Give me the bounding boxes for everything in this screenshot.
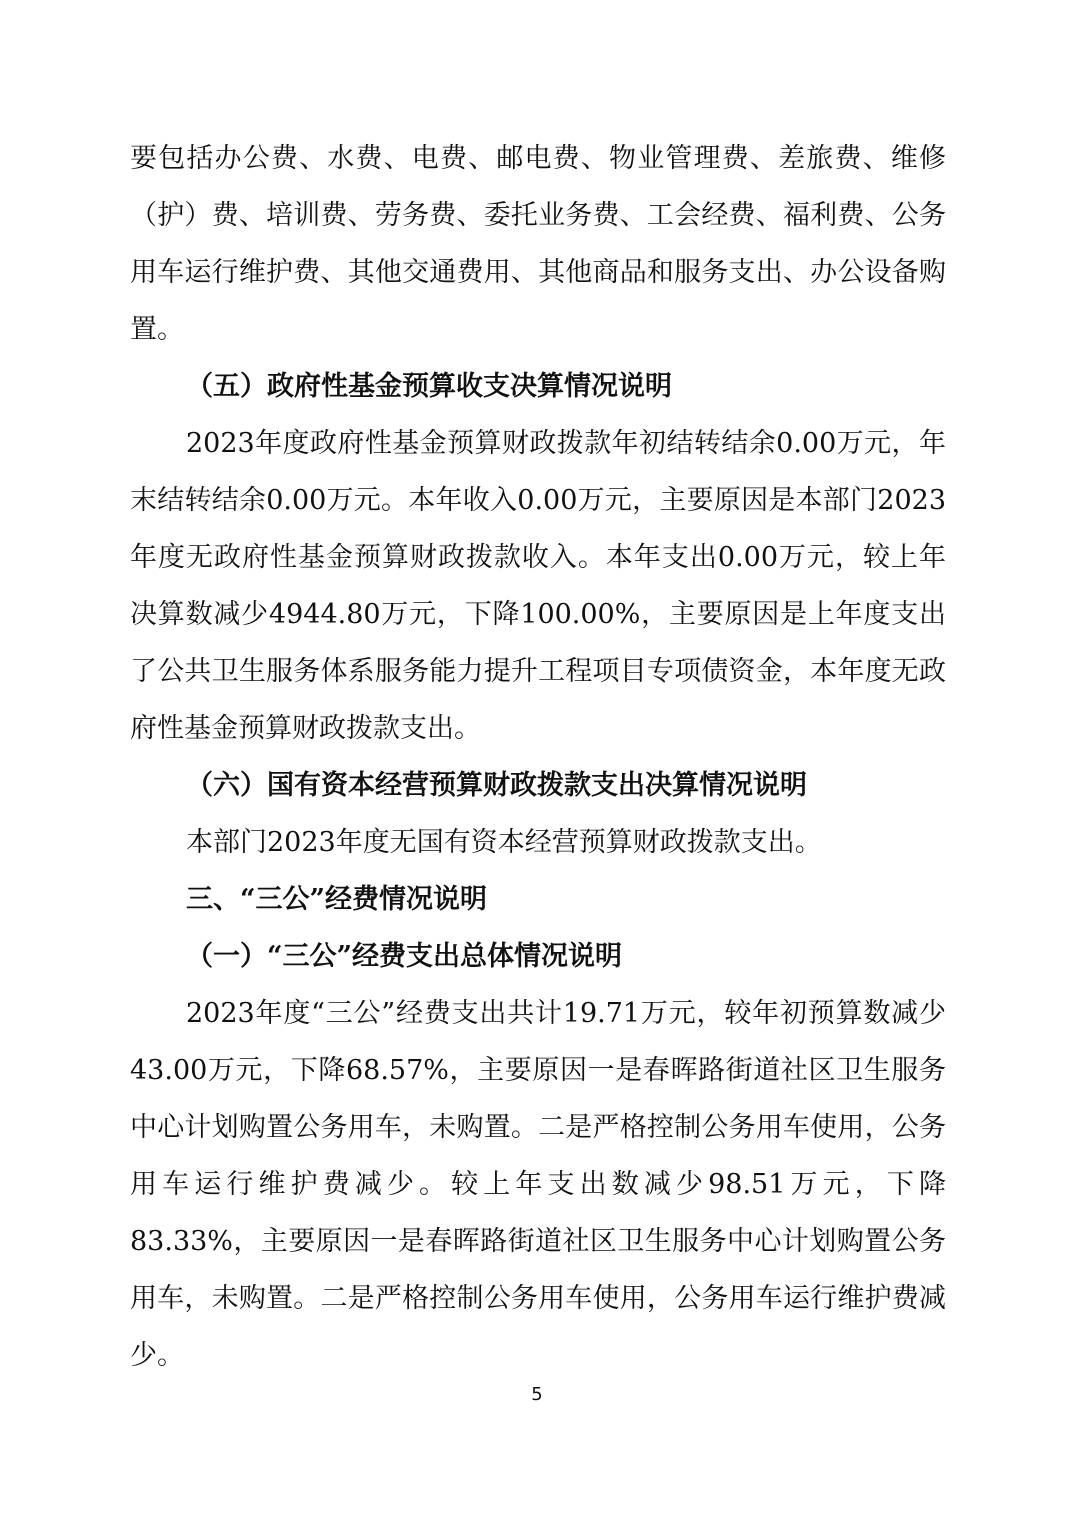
body-paragraph: 2023年度“三公”经费支出共计19.71万元，较年初预算数减少43.00万元，下降68.57%，主要原因一是春晖路街道社区卫生服务中心计划购置公务用车，未购置。二是严格控制公务用车使用，公务用车运行维护费减少。较上年支出数减少98.51万元，下降83.33%，主要原因一是春晖路街道社区卫生服务中心计划购置公务用车，未购置。二是严格控制公务用车使用，公务用车运行维护费减少。 (130, 998, 946, 1371)
section-heading-5: （五）政府性基金预算收支决算情况说明 (186, 371, 672, 402)
body-paragraph-continued: 要包括办公费、水费、电费、邮电费、物业管理费、差旅费、维修（护）费、培训费、劳务费、委托业务费、工会经费、福利费、公务用车运行维护费、其他交通费用、其他商品和服务支出、办公设备购置。 (130, 143, 946, 345)
section-heading-6: （六）国有资本经营预算财政拨款支出决算情况说明 (186, 770, 807, 801)
body-paragraph: 2023年度政府性基金预算财政拨款年初结转结余0.00万元，年末结转结余0.00万元。本年收入0.00万元，主要原因是本部门2023年度无政府性基金预算财政拨款收入。本年支出0.00万元，较上年决算数减少4944.80万元，下降100.00%，主要原因是上年度支出了公共卫生服务体系服务能力提升工程项目专项债资金，本年度无政府性基金预算财政拨款支出。 (130, 428, 946, 744)
chapter-heading-3: 三、“三公”经费情况说明 (186, 884, 488, 915)
page-body (130, 130, 946, 1384)
body-paragraph: 本部门2023年度无国有资本经营预算财政拨款支出。 (186, 827, 822, 858)
section-heading-1: （一）“三公”经费支出总体情况说明 (186, 941, 623, 972)
page-number: 5 (531, 1384, 543, 1405)
